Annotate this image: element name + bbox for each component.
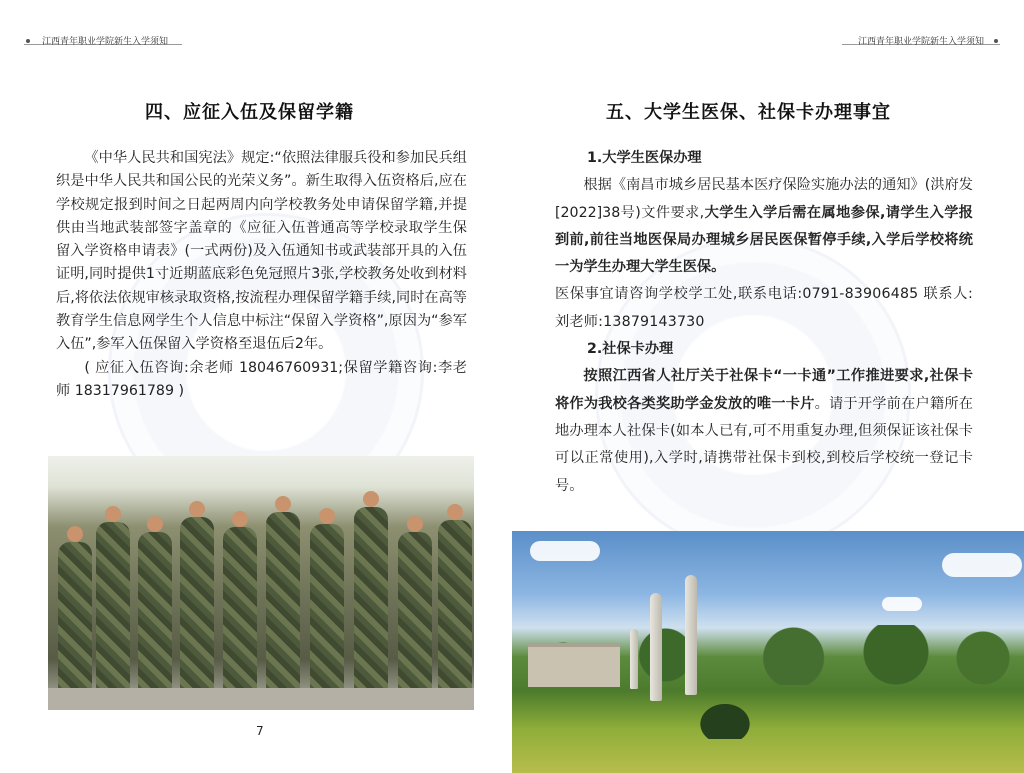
campus-landscape-photo <box>512 531 1024 773</box>
enlistment-body <box>56 147 467 403</box>
medical-insurance-contact: 医保事宜请咨询学校学工处,联系电话:0791-83906485 联系人:刘老师:13879143730 <box>555 286 973 330</box>
soldier-figure <box>138 532 172 692</box>
soldier-figure <box>266 512 300 692</box>
header-dot-left <box>26 39 30 43</box>
social-security-emphasis: 按照江西省人社厅关于社保卡“一卡通”工作推进要求,社保卡将作为我校各类奖助学金发放的唯一卡片 <box>555 368 973 412</box>
soldier-figure <box>96 522 130 692</box>
sculpture <box>650 593 662 701</box>
enlistment-paragraph: 《中华人民共和国宪法》规定:“依照法律服兵役和参加民兵组织是中华人民共和国公民的光荣义务”。新生取得入伍资格后,应在学校规定报到时间之日起两周内向学校教务处申请保留学籍,并提供由当地武装部签字盖章的《应征入伍普通高等学校录取学生保留入学资格申请表》(一式两份)及入伍通知书或武装部开具的入伍证明,同时提供1寸近期蓝底彩色免冠照片3张,学校教务处收到材料后,将依法依规审核录取资格,按流程办理保留学籍手续,同时在高等教育学生信息网学生个人信息中标注“保留入学资格”,原因为“参军入伍”,参军入伍保留入学资格至退伍后2年。 <box>56 150 467 353</box>
soldier-figure <box>58 542 92 692</box>
header-title-left: 江西青年职业学院新生入学须知 <box>42 37 169 47</box>
road <box>48 688 474 710</box>
campus-building <box>528 643 620 687</box>
insurance-body <box>555 145 973 500</box>
soldier-figure <box>310 524 344 692</box>
cloud <box>882 597 922 611</box>
military-training-photo <box>48 456 474 710</box>
soldier-figure <box>398 532 432 692</box>
cloud <box>942 553 1022 577</box>
social-security-text: 。请于开学前在户籍所在地办理本人社保卡(如本人已有,可不用重复办理,但须保证该社保卡可以正常使用),入学时,请携带社保卡到校,到校后学校统一登记卡号。 <box>555 395 973 494</box>
medical-insurance-text: 根据《南昌市城乡居民基本医疗保险实施办法的通知》(洪府发[2022]38号)文件要求, <box>555 177 973 221</box>
header-title-right: 江西青年职业学院新生入学须知 <box>858 37 985 47</box>
medical-insurance-emphasis: 大学生入学后需在属地参保,请学生入学报到前,前往当地医保局办理城乡居民医保暂停手续,入学后学校将统一为学生办理大学生医保。 <box>555 204 973 276</box>
subheading-medical-insurance: 1.大学生医保办理 <box>587 150 702 166</box>
cloud <box>530 541 600 561</box>
soldier-figure <box>223 527 257 692</box>
section-title-insurance: 五、大学生医保、社保卡办理事宜 <box>606 102 891 123</box>
subheading-social-security-card: 2.社保卡办理 <box>587 341 674 358</box>
page-number: 7 <box>256 724 264 738</box>
soldier-figure <box>180 517 214 692</box>
sculpture <box>630 629 638 689</box>
soldier-figure <box>354 507 388 692</box>
medical-insurance-paragraph <box>555 172 973 281</box>
social-security-paragraph <box>555 363 973 499</box>
enlistment-contact: ( 应征入伍咨询:余老师 18046760931;保留学籍咨询:李老师 18317961789 ) <box>56 359 467 399</box>
palm-shrub <box>682 689 768 739</box>
header-dot-right <box>994 39 998 43</box>
sculpture <box>685 575 697 695</box>
section-title-enlistment: 四、应征入伍及保留学籍 <box>145 102 354 123</box>
soldier-figure <box>438 520 472 692</box>
